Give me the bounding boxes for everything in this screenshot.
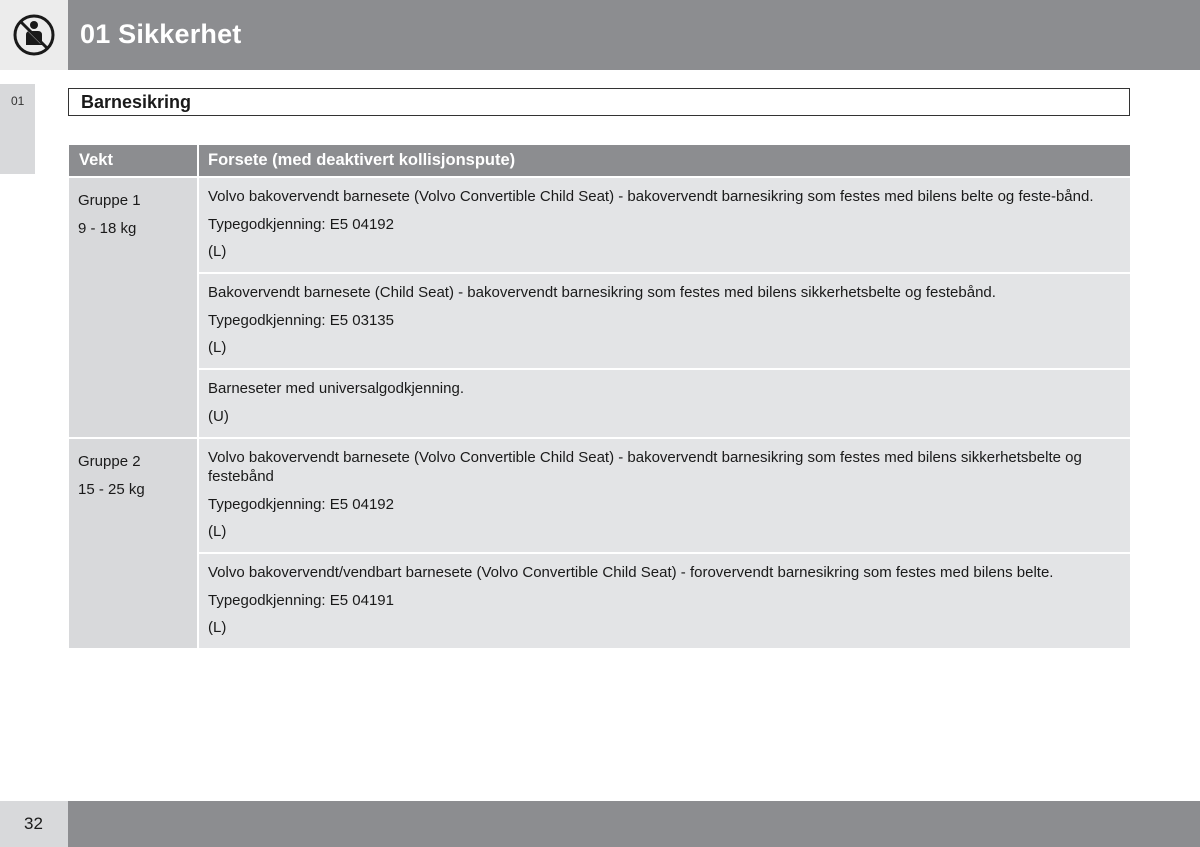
section-title-box <box>68 88 1130 116</box>
page-number: 32 <box>24 814 43 833</box>
group-weight: 9 - 18 kg <box>78 220 137 237</box>
table-group <box>69 176 1130 437</box>
group-name: Gruppe 1 <box>78 192 141 209</box>
entry-approval: Typegodkjenning: E5 04192 <box>208 216 394 233</box>
table-row <box>199 439 1130 552</box>
entry-code: (L) <box>208 523 227 540</box>
entry-approval: Typegodkjenning: E5 04192 <box>208 496 394 513</box>
table-row <box>199 272 1130 368</box>
entry-code: (L) <box>208 243 227 260</box>
entry-description: Barneseter med universalgodkjenning. <box>208 380 464 397</box>
group-weight: 15 - 25 kg <box>78 481 145 498</box>
table-header-row <box>69 145 1130 176</box>
entry-description: Volvo bakovervendt barnesete (Volvo Convertible Child Seat) - bakovervendt barnesikring som festes med bilens sikkerhetsbelte og festebånd <box>208 449 1082 485</box>
entry-description: Volvo bakovervendt barnesete (Volvo Convertible Child Seat) - bakovervendt barnesikring som festes med bilens belte og feste-bånd. <box>208 188 1094 205</box>
header-weight: Vekt <box>69 145 199 176</box>
chapter-tab-label: 01 <box>11 94 25 108</box>
group-name: Gruppe 2 <box>78 453 141 470</box>
group-label <box>69 178 199 437</box>
entry-description: Volvo bakovervendt/vendbart barnesete (Volvo Convertible Child Seat) - forovervendt barnesikring som festes med bilens belte. <box>208 564 1054 581</box>
entry-approval: Typegodkjenning: E5 03135 <box>208 312 394 329</box>
table-row <box>199 368 1130 437</box>
header-front-seat: Forsete (med deaktivert kollisjonspute) <box>208 151 516 169</box>
entry-approval: Typegodkjenning: E5 04191 <box>208 592 394 609</box>
section-title: Barnesikring <box>81 92 192 112</box>
entry-code: (L) <box>208 619 227 636</box>
entry-code: (U) <box>208 408 229 425</box>
chapter-title: 01 Sikkerhet <box>80 19 242 49</box>
table-group <box>69 437 1130 648</box>
group-entries <box>199 178 1130 437</box>
entry-description: Bakovervendt barnesete (Child Seat) - bakovervendt barnesikring som festes med bilens sikkerhetsbelte og festebånd. <box>208 284 996 301</box>
header-icon-box <box>0 0 68 70</box>
footer-band <box>68 801 1200 847</box>
table-row <box>199 178 1130 272</box>
table-row <box>199 552 1130 648</box>
header-band <box>68 0 1200 70</box>
entry-code: (L) <box>208 339 227 356</box>
group-label <box>69 439 199 648</box>
group-entries <box>199 439 1130 648</box>
child-seat-table <box>69 145 1130 648</box>
seatbelt-warning-icon <box>12 13 56 57</box>
